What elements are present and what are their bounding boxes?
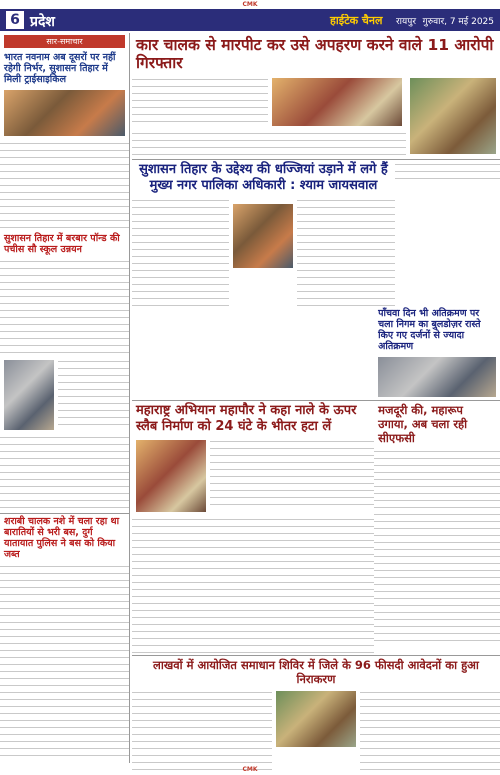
third-headline: पाँचवा दिन भी अतिक्रमण पर चला निगम का बुलडोज़र रास्ते किए गए दर्जनों से ज्यादा अतिक्रमण [378, 308, 481, 352]
article-body-filler [0, 433, 129, 513]
news-photo [378, 357, 496, 397]
article-body-filler [132, 688, 272, 773]
second-headline: सुशासन तिहार के उद्देश्य की धज्जियां उड़ाने में लगे हैं मुख्य नगर पालिका अधिकारी : श्याम जायसवाल [139, 162, 388, 193]
fifth-headline: मजदूरी की, महारूप उगाया, अब चला रही सीएफसी [378, 403, 468, 445]
page-header [0, 9, 500, 31]
main-content [132, 33, 500, 773]
bottom-headline: लाखवों में आयोजित समाधान शिविर में जिले के 96 फीसदी आवेदनों का हुआ निराकरण [153, 658, 479, 686]
sidebar-story-headline: सुशासन तिहार में बरबार पॉन्ड की पचीस सौ स्कूल उन्नयन [4, 233, 120, 255]
news-photo [276, 691, 356, 747]
article-body-filler [297, 196, 394, 306]
sidebar-story-headline: भारत नवनाम अब दूसरों पर नहीं रहेगी निर्भर, सुशासन तिहार में मिली ट्राईसाइकिल [4, 52, 116, 85]
article-body-filler [0, 257, 129, 357]
news-photo [4, 360, 54, 430]
news-photo [410, 78, 496, 154]
left-column [0, 33, 130, 763]
news-photo [4, 90, 125, 136]
issue-date: गुरुवार, 7 मई 2025 [422, 17, 494, 27]
news-photo [136, 440, 206, 512]
article-body-filler [132, 196, 229, 306]
article-body-filler [132, 515, 374, 655]
print-registration-mark-top: CMK [242, 1, 258, 8]
print-registration-mark-bottom: CMK [242, 766, 258, 773]
article-body-filler [132, 75, 268, 123]
newspaper-brand: हाईटेक चैनल [330, 14, 383, 27]
sidebar-band-label: सार-समाचार [4, 35, 125, 48]
article-body-filler [360, 688, 500, 773]
article-body-filler [210, 437, 374, 509]
sidebar-story-headline: शराबी चालक नशे में चला रहा था बारातियों से भरी बस, दुर्ग यातायात पुलिस ने बस को किया जब्त [0, 513, 129, 562]
fourth-headline: महाराष्ट्र अभियान महापौर ने कहा नाले के ऊपर स्लैब निर्माण को 24 घंटे के भीतर हटा लें [136, 403, 357, 434]
portrait-photo [233, 204, 293, 268]
lead-headline: कार चालक से मारपीट कर उसे अपहरण करने वाले 11 आरोपी गिरफ्तार [136, 36, 494, 72]
section-title: प्रदेश [30, 14, 55, 30]
news-photo [272, 78, 402, 126]
article-body-filler [395, 160, 500, 180]
article-body-filler [0, 562, 129, 762]
page-number: 6 [6, 11, 24, 29]
article-body-filler [132, 129, 406, 159]
edition-city: रायपुर [396, 17, 417, 27]
article-body-filler [0, 139, 129, 231]
article-body-filler [58, 357, 129, 427]
article-body-filler [374, 447, 500, 647]
